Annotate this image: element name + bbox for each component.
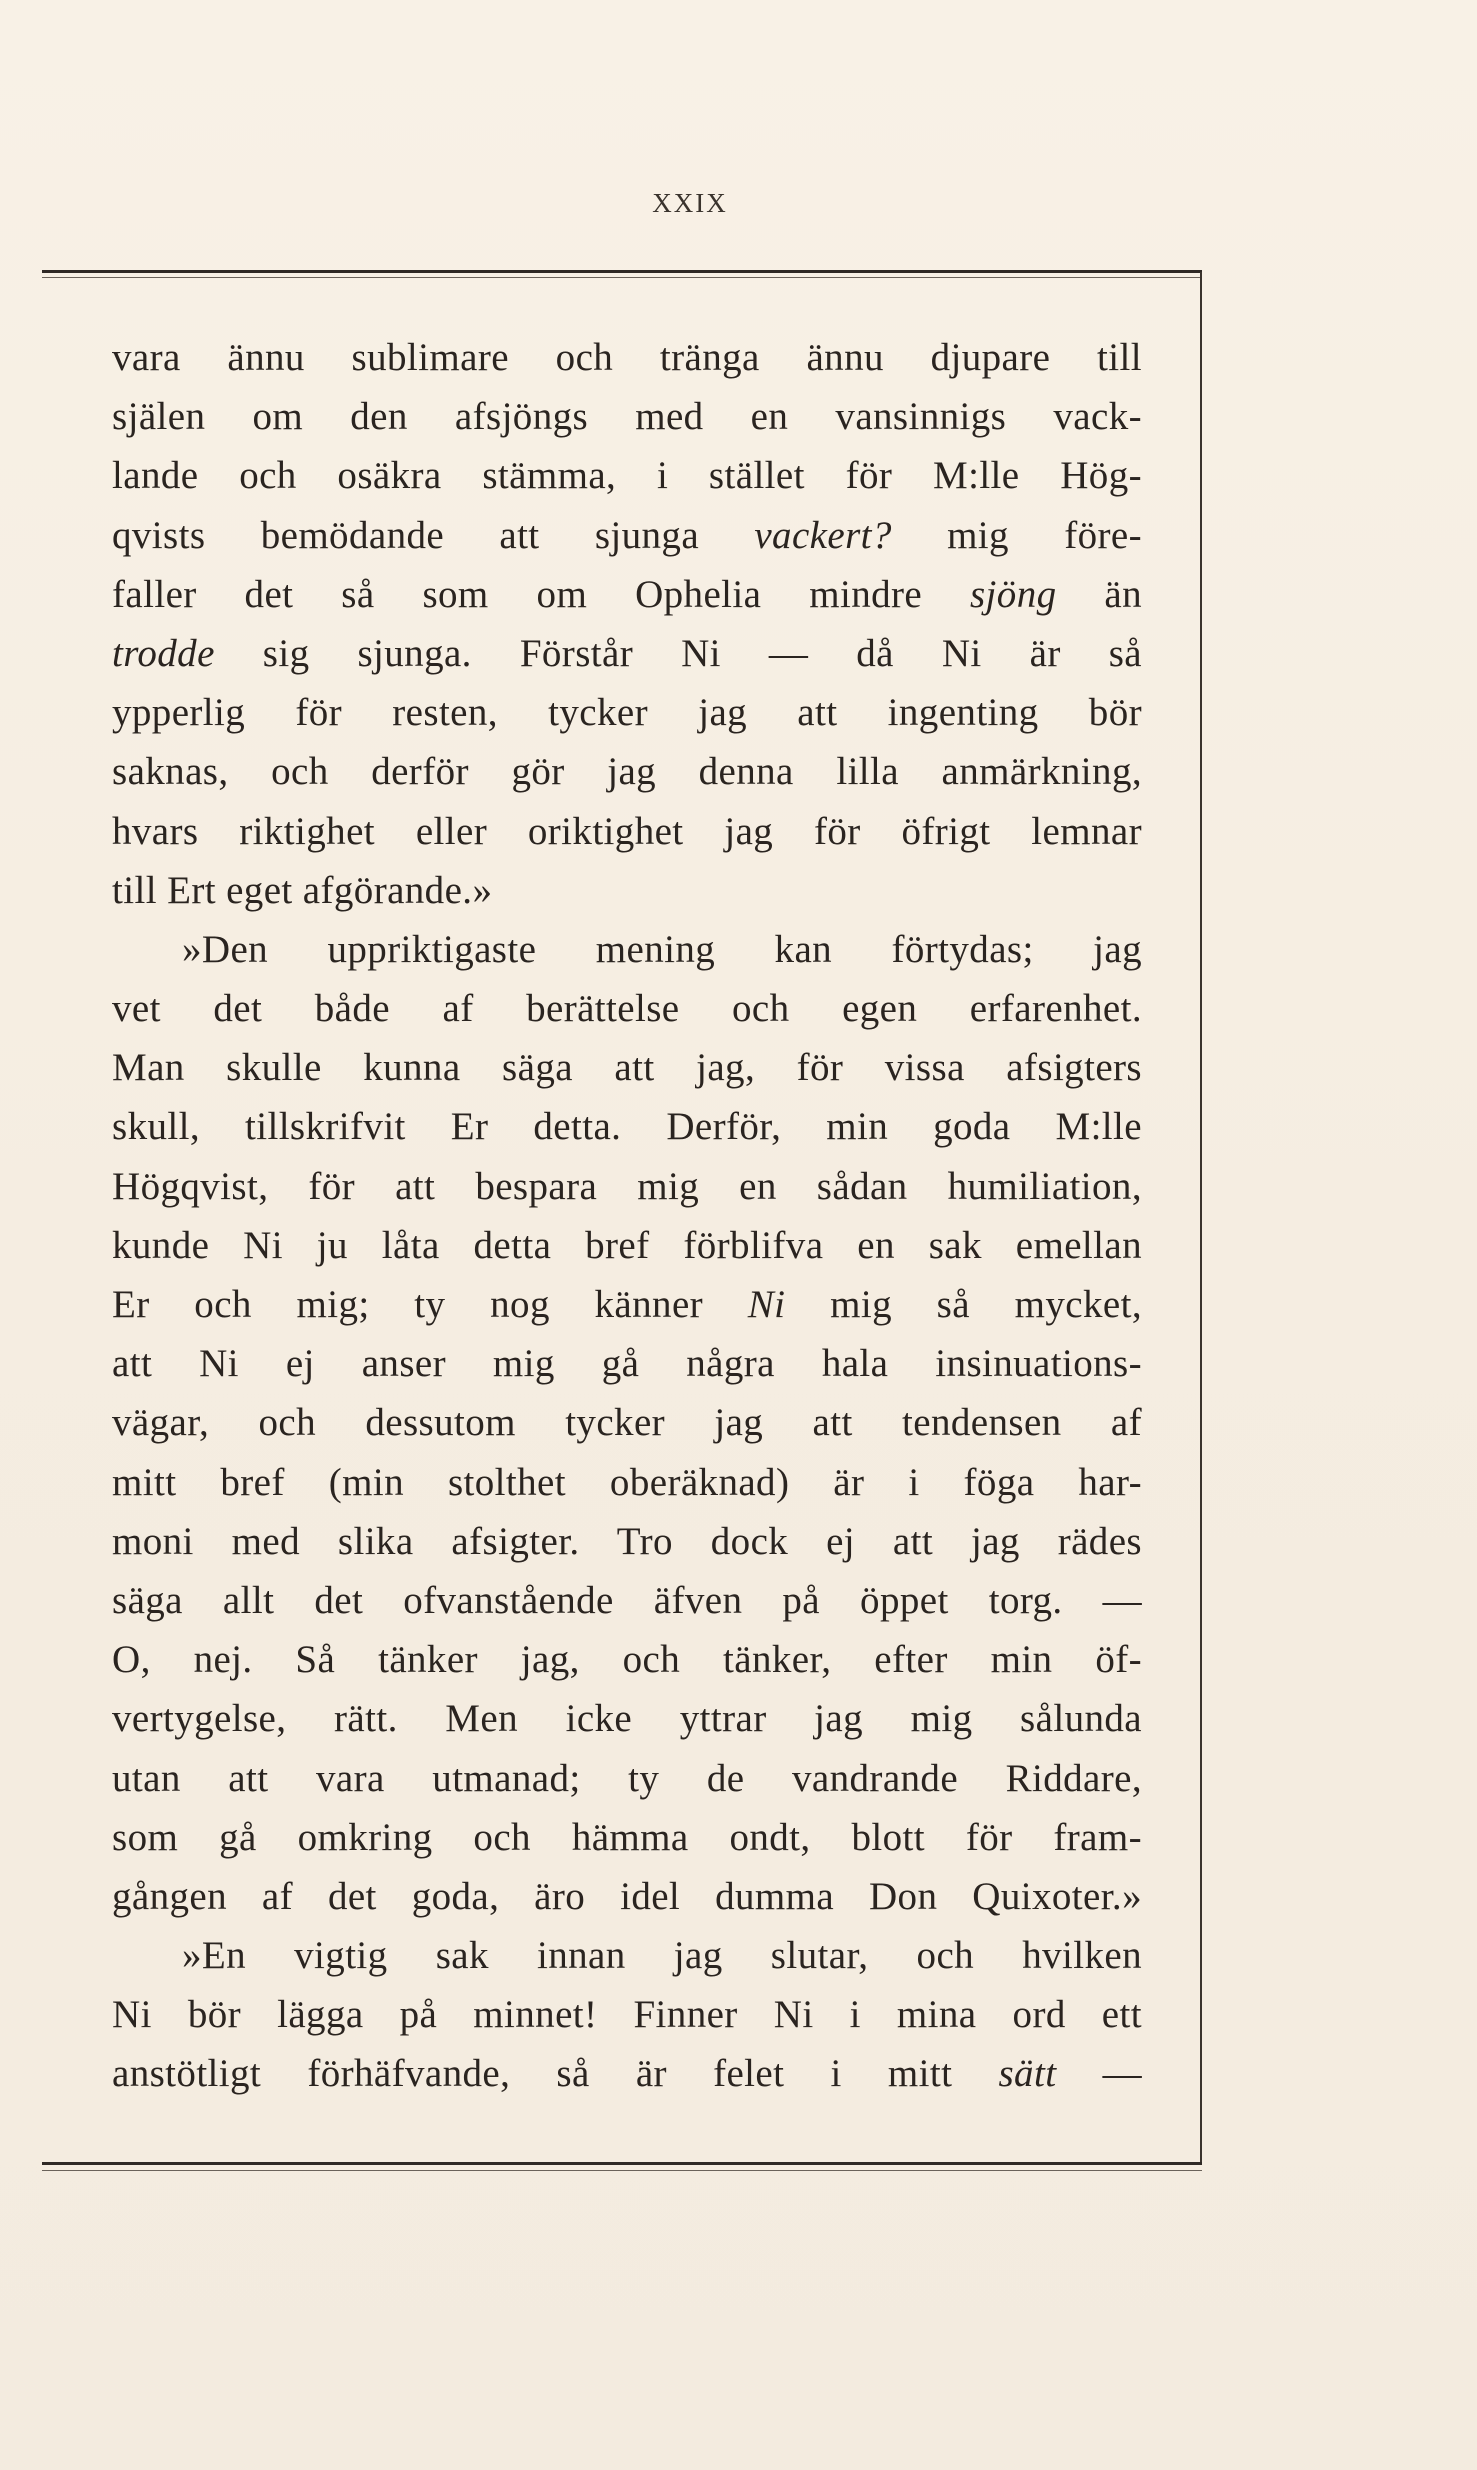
text-line [112, 1216, 1142, 1275]
text-segment: kunde Ni ju låta detta bref förblifva en sak emellan [112, 1223, 1142, 1267]
text-segment: saknas, och derför gör jag denna lilla anmärkning, [112, 750, 1142, 794]
text-line [112, 1275, 1142, 1334]
text-segment: »En vigtig sak innan jag slutar, och hvilken [182, 1934, 1142, 1978]
italic-word: trodde [112, 631, 215, 675]
text-segment: gången af det goda, äro idel dumma Don Quixoter.» [112, 1874, 1142, 1918]
text-line [112, 1926, 1142, 1985]
text-line [112, 802, 1142, 861]
text-segment: moni med slika afsigter. Tro dock ej att jag rädes [112, 1519, 1142, 1563]
bottom-rule-thin [42, 2170, 1202, 2171]
text-line [112, 1038, 1142, 1097]
text-line [112, 446, 1142, 505]
text-segment: mitt bref (min stolthet oberäknad) är i föga har- [112, 1460, 1142, 1504]
text-segment: Ni bör lägga på minnet! Finner Ni i mina ord ett [112, 1993, 1142, 2037]
text-line [112, 1453, 1142, 1512]
text-segment: själen om den afsjöngs med en vansinnigs vack- [112, 395, 1142, 439]
text-segment: Er och mig; ty nog känner [112, 1283, 748, 1326]
text-line [112, 387, 1142, 446]
text-segment: O, nej. Så tänker jag, och tänker, efter min öf- [112, 1638, 1142, 1682]
text-segment: vägar, och dessutom tycker jag att tendensen af [112, 1401, 1142, 1445]
text-line [112, 624, 1142, 683]
italic-word: sjöng [969, 572, 1057, 616]
text-line [112, 1985, 1142, 2044]
text-segment: qvists bemödande att sjunga [112, 513, 755, 557]
text-line [112, 683, 1142, 742]
text-line [112, 1097, 1142, 1156]
text-line [112, 979, 1142, 1038]
text-line [112, 565, 1142, 624]
body-text [112, 328, 1142, 2104]
text-segment: mig så mycket, [785, 1283, 1142, 1326]
text-segment: sig sjunga. Förstår Ni — då Ni är så [214, 631, 1142, 675]
text-segment: vet det både af berättelse och egen erfarenhet. [112, 987, 1142, 1031]
italic-word: vackert? [754, 513, 892, 557]
bottom-rule [42, 2162, 1202, 2165]
text-segment: Man skulle kunna säga att jag, för vissa afsigters [112, 1046, 1142, 1090]
text-line [112, 1334, 1142, 1393]
text-segment: ypperlig för resten, tycker jag att ingenting bör [112, 691, 1142, 735]
text-segment: mig före- [891, 513, 1142, 557]
text-segment: »Den uppriktigaste mening kan förtydas; jag [182, 927, 1142, 971]
text-line [112, 1157, 1142, 1216]
text-line [112, 2044, 1142, 2103]
text-line [112, 1689, 1142, 1748]
text-line [112, 506, 1142, 565]
text-line [112, 1867, 1142, 1926]
text-segment: vertygelse, rätt. Men icke yttrar jag mig sålunda [112, 1697, 1142, 1741]
text-line [112, 328, 1142, 387]
italic-word: sätt [998, 2052, 1057, 2096]
text-segment: utan att vara utmanad; ty de vandrande Riddare, [112, 1756, 1142, 1800]
text-line [112, 1571, 1142, 1630]
top-rule-thin [42, 277, 1202, 278]
text-segment: anstötligt förhäfvande, så är felet i mitt [112, 2052, 999, 2096]
text-line [112, 742, 1142, 801]
text-segment: — [1056, 2052, 1142, 2096]
text-line [112, 1393, 1142, 1452]
text-segment: faller det så som om Ophelia mindre [112, 572, 970, 616]
text-line [112, 1749, 1142, 1808]
italic-word: Ni [747, 1283, 786, 1326]
right-rule [1200, 272, 1202, 2164]
text-line [112, 861, 1142, 920]
page-number: XXIX [652, 188, 728, 218]
text-segment: Högqvist, för att bespara mig en sådan humiliation, [112, 1164, 1142, 1208]
text-segment: säga allt det ofvanstående äfven på öppet torg. — [112, 1578, 1142, 1622]
text-segment: än [1056, 572, 1142, 616]
top-rule [42, 270, 1202, 273]
text-segment: vara ännu sublimare och tränga ännu djupare till [112, 336, 1142, 379]
text-segment: till Ert eget afgörande.» [112, 868, 493, 912]
text-segment: lande och osäkra stämma, i stället för M:lle Hög- [112, 454, 1142, 498]
text-segment: som gå omkring och hämma ondt, blott för fram- [112, 1815, 1142, 1859]
text-segment: hvars riktighet eller oriktighet jag för öfrigt lemnar [112, 809, 1142, 853]
text-line [112, 920, 1142, 979]
text-line [112, 1630, 1142, 1689]
text-segment: skull, tillskrifvit Er detta. Derför, min goda M:lle [112, 1105, 1142, 1149]
text-line [112, 1512, 1142, 1571]
text-segment: att Ni ej anser mig gå några hala insinuations- [112, 1342, 1142, 1386]
text-line [112, 1808, 1142, 1867]
